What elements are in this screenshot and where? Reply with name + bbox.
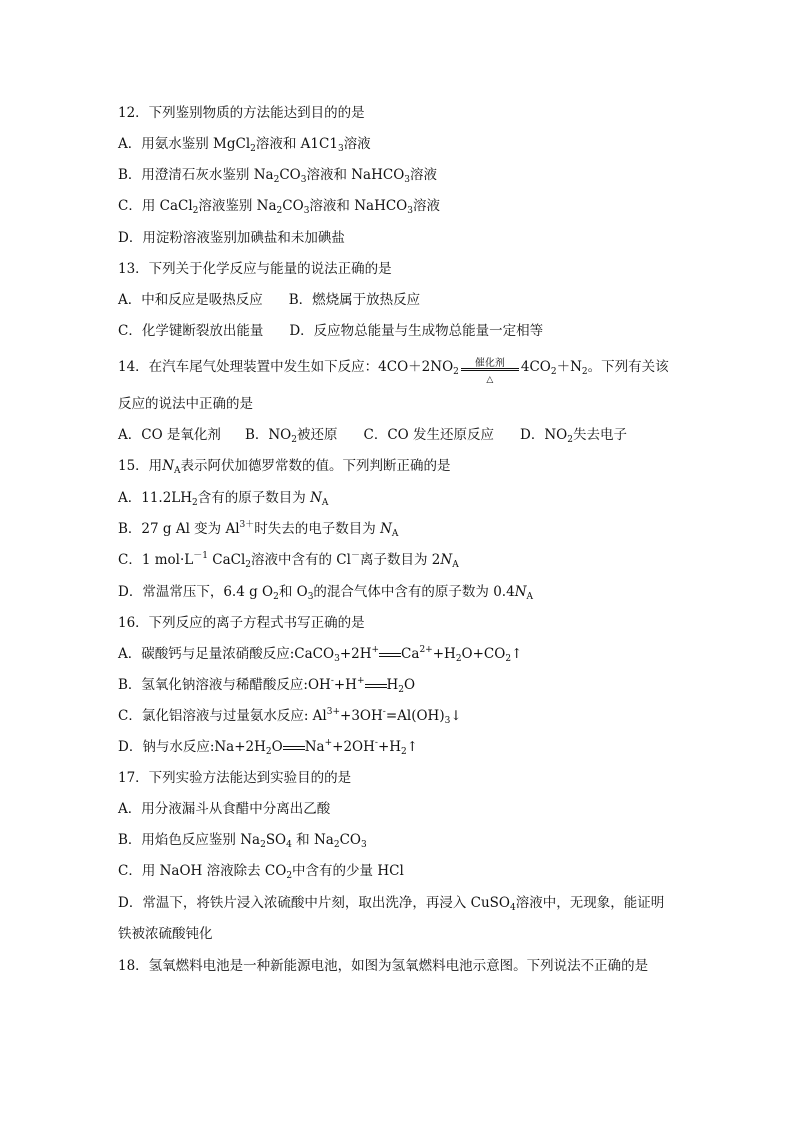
- q17-stem: 17．下列实验方法能达到实验目的的是: [118, 770, 352, 786]
- q15-option-d: D．常温常压下，6.4 g $O_2$和 $O_3$的混合气体中含有的原子数为 $0.4N_A$: [118, 584, 533, 602]
- q12-option-b: B．用澄清石灰水鉴别 $Na_2CO_3$溶液和 NaHCO$_3$溶液: [118, 167, 438, 185]
- q14-options: [118, 426, 627, 444]
- q12-option-a: A．用氨水鉴别 MgCl$_2$溶液和 $A1C1_3$溶液: [118, 136, 371, 154]
- q13-stem: 13．下列关于化学反应与能量的说法正确的是: [118, 261, 392, 277]
- q15-stem: 15．用$N_A$表示阿伏加德罗常数的值。下列判断正确的是: [118, 458, 451, 476]
- q15-option-b: B．27 g Al 变为 $Al^{3+}$时失去的电子数目为 $N_A$: [118, 520, 399, 539]
- q17-option-d-line2: 铁被浓硫酸钝化: [118, 926, 213, 942]
- q14-option-b: B．$NO_2$被还原: [244, 427, 338, 445]
- q13-options-ab: [118, 291, 420, 309]
- reaction-arrow: 催化剂 △: [461, 359, 519, 377]
- q17-option-d: D．常温下，将铁片浸入浓硫酸中片刻，取出洗净，再浸入 CuSO$_4$溶液中，无现象，能证明: [118, 895, 665, 913]
- q17-option-a: A．用分液漏斗从食醋中分离出乙酸: [118, 801, 331, 817]
- q12-option-c: C．用 CaCl$_2$溶液鉴别 $Na_2CO_3$溶液和 NaHCO$_3$溶液: [118, 198, 440, 216]
- q14-option-c: C．CO 发生还原反应: [363, 427, 495, 443]
- q13-option-c: C．化学键断裂放出能量: [118, 323, 264, 339]
- q16-stem: 16．下列反应的离子方程式书写正确的是: [118, 615, 365, 631]
- q16-option-b: B．氢氧化钠溶液与稀醋酸反应:OH-+H+ $H_2O$: [118, 676, 416, 695]
- q12-option-d: D．用淀粉溶液鉴别加碘盐和未加碘盐: [118, 230, 345, 246]
- q13-option-a: A．中和反应是吸热反应: [118, 292, 263, 308]
- q13-option-d: D．反应物总能量与生成物总能量一定相等: [289, 323, 544, 339]
- q14-option-d: D．$NO_2$失去电子: [520, 427, 627, 445]
- q16-option-d: D．钠与水反应$:Na+2H_2O$ $Na^++2OH^-+H_2↑$: [118, 738, 419, 757]
- q13-option-b: B．燃烧属于放热反应: [288, 292, 421, 308]
- q17-option-b: B．用焰色反应鉴别 $Na_2SO_4$ 和 $Na_2CO_3$: [118, 832, 367, 850]
- q16-option-a: A．碳酸钙与足量浓硝酸反应:CaCO$_3$+2H+ $Ca^{2+}+H_2O+CO_2↑$: [118, 645, 523, 664]
- q15-option-a: A．$11.2LH_2$含有的原子数目为 $N_A$: [118, 490, 329, 508]
- q15-option-c: C．1 $mol\cdot L^{-1}$ CaCl$_2$溶液中含有的 Cl－离子数目为 $2N_A$: [118, 551, 459, 570]
- q14-option-a: A．CO 是氧化剂: [118, 427, 221, 443]
- q14-stem: 14．在汽车尾气处理装置中发生如下反应：$4CO+2NO_2$ 催化剂 △ $4CO_2+N_2$。下列有关该: [118, 357, 669, 385]
- q14-stem-line2: 反应的说法中正确的是: [118, 396, 253, 412]
- q18-stem: 18．氢氧燃料电池是一种新能源电池，如图为氢氧燃料电池示意图。下列说法不正确的是: [118, 958, 649, 974]
- q17-option-c: C．用 NaOH 溶液除去 $CO_2$中含有的少量 HCl: [118, 863, 404, 881]
- q16-option-c: C．氯化铝溶液与过量氨水反应: $Al^{3+}+3OH^-=Al(OH)_3↓$: [118, 707, 462, 726]
- q13-options-cd: [118, 322, 543, 340]
- q12-stem: 12．下列鉴别物质的方法能达到目的的是: [118, 105, 365, 121]
